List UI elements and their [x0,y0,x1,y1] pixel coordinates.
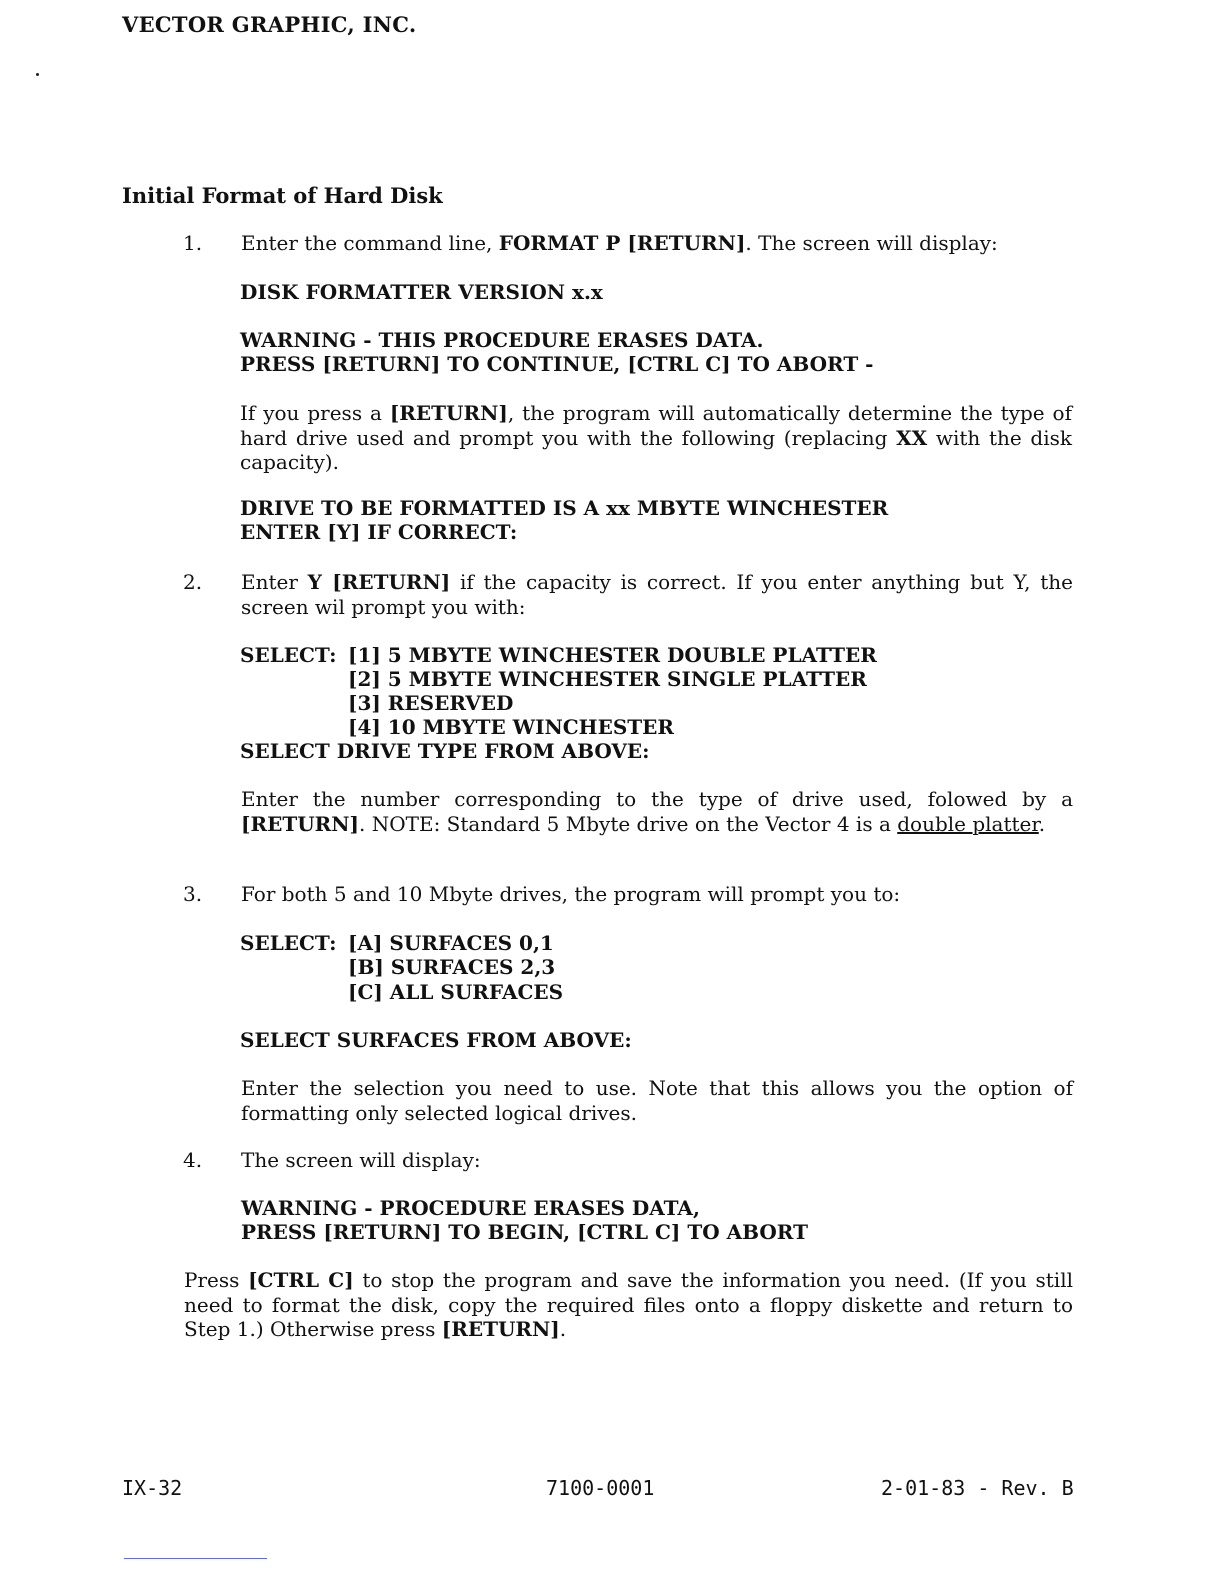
step-2-intro-tail: if the capacity is correct. If you enter anything but Y, the screen wil prompt you with: [241,570,1073,619]
step-number-4: 4. [183,1148,203,1172]
step-number-1: 1. [183,231,203,255]
step-1-display-version: DISK FORMATTER VERSION x.x [240,280,603,304]
scan-speck [36,73,39,76]
step-1-intro [241,231,1073,256]
step-2-para-a: Enter the number corresponding to the type of drive used, folowed by a [241,787,1073,811]
step-3-paragraph: Enter the selection you need to use. Note that this allows you the option of formatting only selected logical drives. [241,1076,1073,1125]
step-4-warning-line-1: WARNING - PROCEDURE ERASES DATA, [241,1196,700,1220]
step-2-intro [241,570,1073,619]
step-2-para-double-platter: double platter [897,811,1039,836]
bottom-rule [124,1558,267,1559]
step-2-command: Y [RETURN] [307,570,451,594]
step-3-select-prompt: SELECT SURFACES FROM ABOVE: [240,1028,632,1052]
step-1-intro-tail: . The screen will display: [745,231,998,255]
company-header: VECTOR GRAPHIC, INC. [122,12,417,37]
step-number-3: 3. [183,882,203,906]
step-2-option-2: [2] 5 MBYTE WINCHESTER SINGLE PLATTER [348,667,867,691]
section-title: Initial Format of Hard Disk [122,183,443,208]
step-2-option-3: [3] RESERVED [348,691,514,715]
closing-ctrl-c: [CTRL C] [248,1268,354,1292]
step-2-select-label: SELECT: [240,643,337,667]
step-2-intro-text: Enter [241,570,308,594]
step-1-para-xx: XX [896,425,928,450]
step-1-para-return: [RETURN] [389,401,508,425]
step-number-2: 2. [183,570,203,594]
step-1-intro-text: Enter the command line, [241,231,499,255]
step-3-option-c: [C] ALL SURFACES [348,980,564,1004]
step-4-intro: The screen will display: [241,1148,481,1172]
closing-paragraph [184,1268,1073,1342]
footer-page-number: IX-32 [122,1476,183,1500]
footer-doc-number: 7100-0001 [546,1476,655,1500]
step-2-select-prompt: SELECT DRIVE TYPE FROM ABOVE: [240,739,650,763]
closing-return: [RETURN] [441,1317,560,1341]
step-2-para-return: [RETURN] [241,811,360,836]
step-2-para-e: . [1038,811,1046,836]
step-2-para-c: . NOTE: Standard 5 Mbyte drive on the Vector 4 is a [359,811,898,836]
step-1-command: FORMAT P [RETURN] [498,231,746,255]
step-4-warning-line-2: PRESS [RETURN] TO BEGIN, [CTRL C] TO ABORT [241,1220,808,1244]
step-1-paragraph [240,401,1072,475]
step-3-option-a: [A] SURFACES 0,1 [348,931,554,955]
step-3-intro: For both 5 and 10 Mbyte drives, the program will prompt you to: [241,882,901,906]
step-3-option-b: [B] SURFACES 2,3 [348,955,556,979]
closing-a: Press [184,1268,249,1292]
step-1-para-e: with the disk capacity). [240,425,1072,474]
step-1-drive-prompt-line-1: DRIVE TO BE FORMATTED IS A xx MBYTE WINCHESTER [240,496,889,520]
step-2-option-4: [4] 10 MBYTE WINCHESTER [348,715,675,739]
closing-c: to stop the program and save the information you need. (If you still need to format the disk, copy the required files onto a floppy diskette and return to Step 1.) Otherwise press [184,1268,1073,1341]
step-2-paragraph [241,787,1073,836]
step-2-option-1: [1] 5 MBYTE WINCHESTER DOUBLE PLATTER [348,643,877,667]
step-1-para-a: If you press a [240,401,390,425]
step-1-para-c: , the program will automatically determine the type of hard drive used and prompt you with the following (replacing [240,401,1072,450]
footer-revision: 2-01-83 - Rev. B [881,1476,1074,1500]
step-1-warning-line-1: WARNING - THIS PROCEDURE ERASES DATA. [240,328,764,352]
step-1-drive-prompt-line-2: ENTER [Y] IF CORRECT: [240,520,518,544]
closing-e: . [559,1317,567,1341]
step-1-warning-line-2: PRESS [RETURN] TO CONTINUE, [CTRL C] TO ABORT - [240,352,874,376]
step-3-select-label: SELECT: [240,931,337,955]
